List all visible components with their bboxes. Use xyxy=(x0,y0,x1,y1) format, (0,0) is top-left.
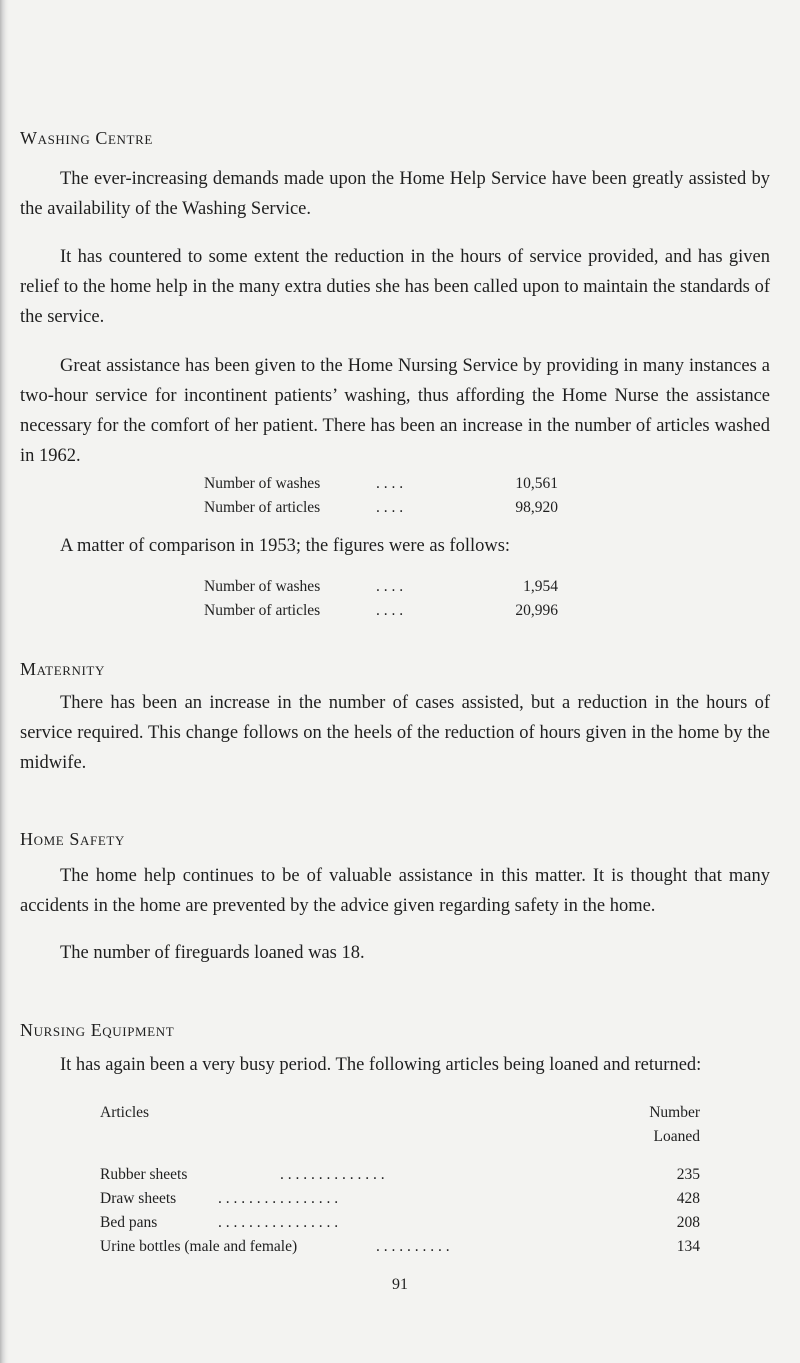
heading-maternity: Maternity xyxy=(20,659,105,679)
table-cell-article: Bed pans xyxy=(100,1214,158,1231)
home-safety-paragraph-2: The number of fireguards loaned was 18. xyxy=(60,943,365,963)
table-row xyxy=(100,1190,700,1208)
table-row xyxy=(100,1166,700,1184)
page-number: 91 xyxy=(392,1276,408,1293)
maternity-paragraph: There has been an increase in the number of cases assisted, but a reduction in the hours of service required. This change follows on the heels of the reduction of hours given in the home by the midwife. xyxy=(20,693,770,773)
leader-dots: . . . . xyxy=(376,602,404,619)
leader-dots: . . . . . . . . . . . . . . xyxy=(280,1166,385,1183)
stat-value: 20,996 xyxy=(515,602,558,619)
loan-table xyxy=(100,1104,700,1264)
page-binding-edge xyxy=(0,0,9,1363)
heading-washing-centre: Washing Centre xyxy=(20,128,153,148)
table-cell-article: Draw sheets xyxy=(100,1190,177,1207)
table-cell-number: 428 xyxy=(676,1190,700,1207)
column-header-articles: Articles xyxy=(100,1104,150,1121)
table-cell-article: Urine bottles (male and female) xyxy=(100,1238,298,1255)
heading-nursing-equipment: Nursing Equipment xyxy=(20,1020,175,1040)
stat-value: 1,954 xyxy=(523,578,558,595)
stat-value: 10,561 xyxy=(515,475,558,492)
leader-dots: . . . . . . . . . . xyxy=(376,1238,450,1255)
stat-label: Number of washes xyxy=(204,578,321,595)
washing-paragraph-1: The ever-increasing demands made upon the Home Help Service have been greatly assisted by the availability of the Washing Service. xyxy=(20,169,770,219)
stat-label: Number of articles xyxy=(204,499,321,516)
nursing-equipment-paragraph: It has again been a very busy period. The following articles being loaned and returned: xyxy=(60,1055,702,1075)
stat-label: Number of washes xyxy=(204,475,321,492)
leader-dots: . . . . . . . . . . . . . . . . xyxy=(218,1190,339,1207)
table-row xyxy=(100,1214,700,1232)
comparison-paragraph: A matter of comparison in 1953; the figures were as follows: xyxy=(60,536,511,556)
leader-dots: . . . . xyxy=(376,475,404,492)
table-cell-number: 208 xyxy=(676,1214,700,1231)
home-safety-paragraph-1: The home help continues to be of valuable assistance in this matter. It is thought that many accidents in the home are prevented by the advice given regarding safety in the home. xyxy=(20,866,770,916)
leader-dots: . . . . . . . . . . . . . . . . xyxy=(218,1214,339,1231)
washing-paragraph-3: Great assistance has been given to the Home Nursing Service by providing in many instances a two-hour service for incontinent patients’ washing, thus affording the Home Nurse the assistance necessary for the comfort of her patient. There has been an increase in the number of articles washed in 1962. xyxy=(20,356,770,466)
table-cell-article: Rubber sheets xyxy=(100,1166,188,1183)
table-cell-number: 134 xyxy=(676,1238,700,1255)
column-header-number: Number xyxy=(649,1104,700,1121)
table-row xyxy=(100,1238,700,1256)
stat-label: Number of articles xyxy=(204,602,321,619)
washing-paragraph-2: It has countered to some extent the reduction in the hours of service provided, and has given relief to the home help in the many extra duties she has been called upon to maintain the standards of the service. xyxy=(20,247,770,327)
heading-home-safety: Home Safety xyxy=(20,829,125,849)
leader-dots: . . . . xyxy=(376,578,404,595)
leader-dots: . . . . xyxy=(376,499,404,516)
column-header-loaned: Loaned xyxy=(653,1128,700,1145)
stat-value: 98,920 xyxy=(515,499,558,516)
table-cell-number: 235 xyxy=(676,1166,700,1183)
